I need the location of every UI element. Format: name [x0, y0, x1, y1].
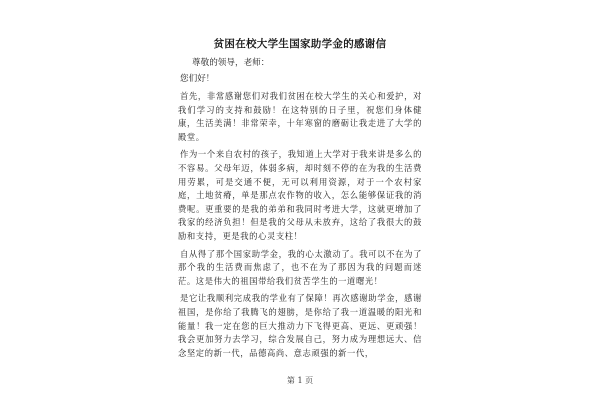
letter-body: [178, 36, 422, 364]
paragraph-3: 自从得了那个国家助学金，我的心太激动了。我可以不在为了那个我的生活费而焦虑了，也不在为了那因为我的问题而迷茫。这是伟大的祖国带给我们贫苦学生的一道曙光！: [178, 248, 422, 286]
letter-title: 贫困在校大学生国家助学金的感谢信: [213, 38, 387, 50]
letter-salutation: 尊敬的领导，老师：: [192, 58, 270, 68]
letter-greeting: 您们好！: [180, 74, 215, 84]
paragraph-2: 作为一个来自农村的孩子，我知道上大学对于我来讲是多么的不容易。父母年迈，体弱多病，却时刻不停的在为我的生活费用劳累，可是交通不便，无可以利用资源，对于一个农村家庭，土地贫瘠，单是那点农作物的收入，怎么能够保证我的消费呢。更重要的是我的弟弟和我同时考进大学，这就更增加了我家的经济负担！但是我的父母从未放弃，这给了我很大的鼓励和支持，更是我的心灵支柱！: [178, 149, 422, 241]
page-number: 第 1 页: [286, 376, 314, 385]
paragraph-4: 是它让我顺利完成我的学业有了保障！再次感谢助学金，感谢祖国，是你给了我腾飞的翅膀，是你给了我一道温暖的阳光和能量！我一定在您的巨大推动力下飞得更高、更远、更顽强！我会更加努力去学习，综合发展自己，努力成为理想远大、信念坚定的新一代，品德高尚、意志顽强的新一代，: [178, 293, 422, 358]
paragraph-1: 首先，非常感谢您们对我们贫困在校大学生的关心和爱护，对我们学习的支持和鼓励！在这特别的日子里，祝您们身体健康，生活美满！非常荣幸，十年寒窗的磨砺让我走进了大学的殿堂。: [178, 91, 422, 142]
